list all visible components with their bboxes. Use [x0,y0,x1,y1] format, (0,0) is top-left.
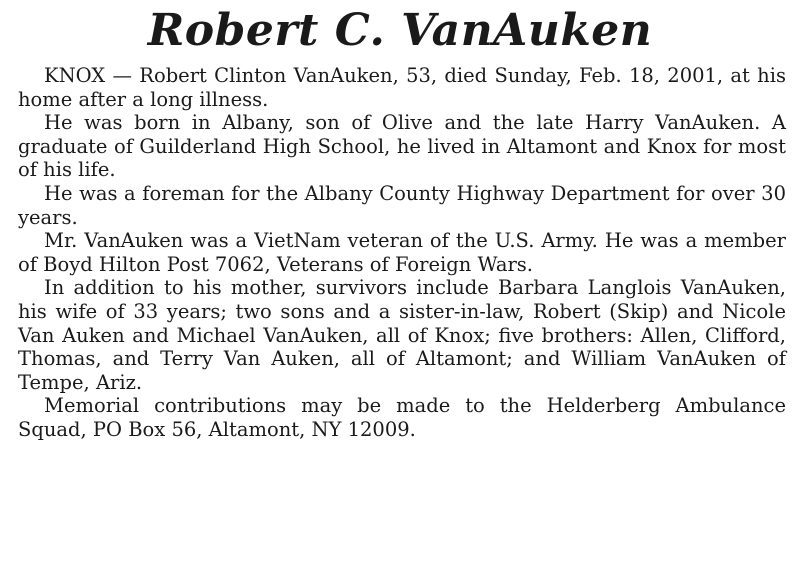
paragraph-career: He was a foreman for the Albany County Highway Department for over 30 years. [18,181,786,229]
paragraph-death-notice: KNOX — Robert Clinton VanAuken, 53, died Sunday, Feb. 18, 2001, at his home after a long illness. [18,64,786,111]
paragraph-early-life: He was born in Albany, son of Olive and the late Harry VanAuken. A graduate of Guilderland High School, he lived in Altamont and Knox for most of his life. [18,111,786,182]
paragraph-military-service: Mr. VanAuken was a VietNam veteran of the U.S. Army. He was a member of Boyd Hilton Post 7062, Veterans of Foreign Wars. [18,229,786,276]
obituary-body [18,64,786,442]
obituary-title: Robert C. VanAuken [147,5,653,56]
paragraph-survivors: In addition to his mother, survivors include Barbara Langlois VanAuken, his wife of 33 years; two sons and a sister-in-law, Robert (Skip) and Nicole Van Auken and Michael VanAuken, all of Knox; five brothers: Allen, Clifford, Thomas, and Terry Van Auken, all of Altamont; and William VanAuken of Tempe, Ariz. [18,276,786,394]
paragraph-memorial-contributions: Memorial contributions may be made to the Helderberg Ambulance Squad, PO Box 56, Altamont, NY 12009. [18,394,786,441]
